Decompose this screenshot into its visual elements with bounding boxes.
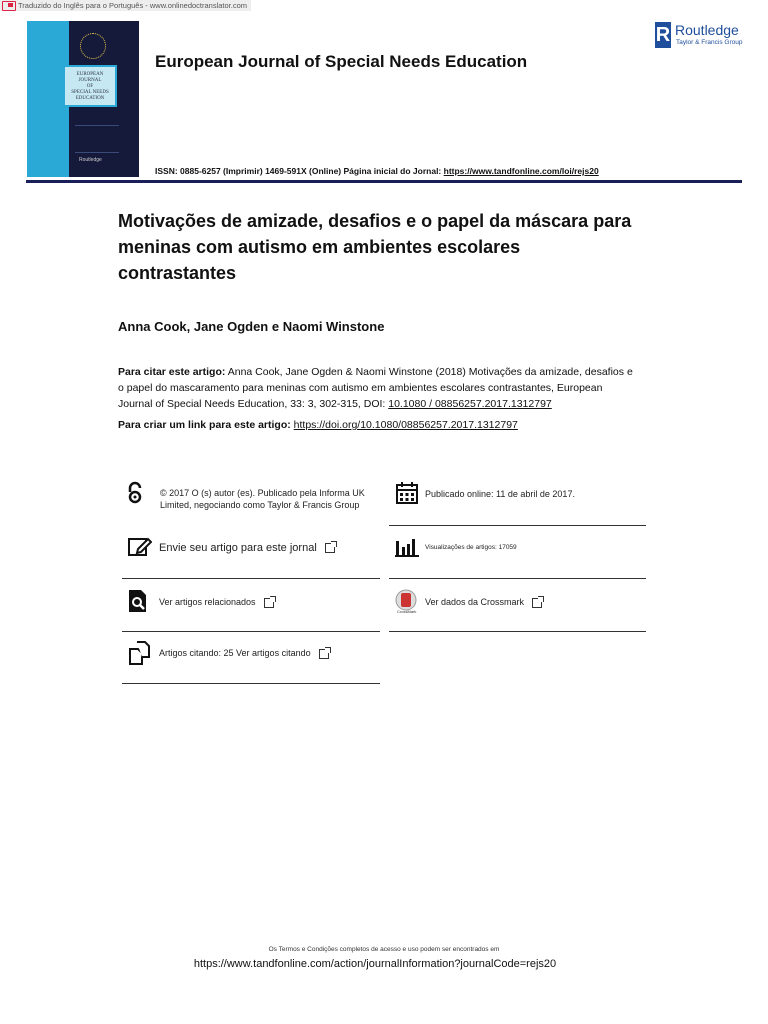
crossmark-icon — [395, 589, 419, 613]
doi-link[interactable]: 10.1080 / 08856257.2017.1312797 — [388, 398, 552, 410]
edit-icon — [128, 535, 152, 559]
footer-terms: Os Termos e Condições completos de acesso e uso podem ser encontrados em — [268, 946, 500, 953]
search-document-icon — [128, 589, 152, 613]
authors: Anna Cook, Jane Ogden e Naomi Winstone — [118, 319, 385, 334]
journal-cover — [27, 21, 139, 177]
banner-text: Traduzido do Inglês para o Português - www.onlinedoctranslator.com — [18, 1, 248, 10]
external-link-icon — [264, 598, 274, 608]
bar-chart-icon — [395, 535, 419, 559]
eu-stars-icon — [80, 33, 106, 59]
external-link-icon — [325, 543, 335, 553]
journal-title: European Journal of Special Needs Education — [155, 52, 528, 71]
issn-line: ISSN: 0885-6257 (Imprimir) 1469-591X (Online) Página inicial do Jornal: https://www.tandfonline.com/loi/rejs20 — [155, 166, 599, 176]
article-link-line: Para criar um link para este artigo: https://doi.org/10.1080/08856257.2017.1312797 — [118, 419, 518, 431]
open-access-icon — [123, 481, 147, 505]
footer-terms-link[interactable]: https://www.tandfonline.com/action/journalInformation?journalCode=rejs20 — [193, 958, 557, 970]
routledge-logo: R Routledge Taylor & Francis Group — [655, 22, 743, 46]
header-rule — [26, 180, 742, 183]
article-doi-link[interactable]: https://doi.org/10.1080/08856257.2017.1312797 — [293, 419, 518, 431]
translator-icon — [2, 1, 16, 11]
svg-text:CrossMark: CrossMark — [397, 609, 417, 613]
journal-homepage-link[interactable]: https://www.tandfonline.com/loi/rejs20 — [443, 166, 599, 176]
documents-icon — [128, 641, 152, 665]
translator-banner[interactable] — [0, 0, 251, 11]
calendar-icon — [395, 481, 419, 505]
article-title: Motivações de amizade, desafios e o papel da máscara para meninas com autismo em ambientes escolares contrastantes — [118, 211, 632, 283]
cover-title: EUROPEAN JOURNAL OF SPECIAL NEEDS EDUCATION — [63, 65, 117, 107]
citation: Para citar este artigo: Anna Cook, Jane Ogden & Naomi Winstone (2018) Motivações da amizade, desafios e o papel do mascaramento para meninas com autismo em ambientes escolares contrastantes, European Journal of Special Needs Education, 33: 3, 302-315, DOI: 10.1080 / 08856257.2017.1312797 — [118, 366, 633, 410]
external-link-icon — [319, 649, 329, 659]
external-link-icon — [532, 598, 542, 608]
cover-publisher: Routledge — [79, 157, 102, 163]
